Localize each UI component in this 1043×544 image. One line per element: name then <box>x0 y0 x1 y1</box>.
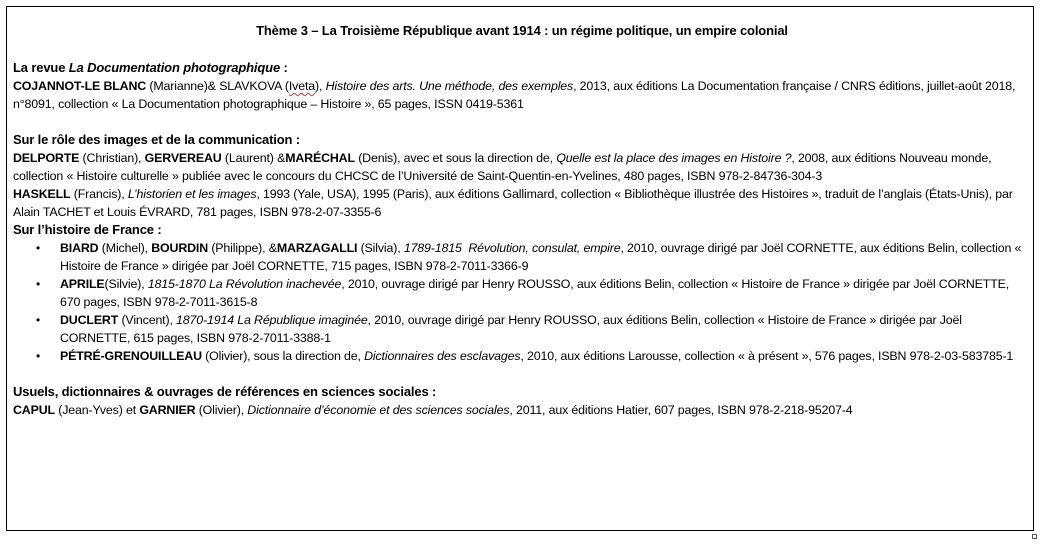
author-firstname: (Christian), <box>79 151 145 165</box>
section-heading-usuels: Usuels, dictionnaires & ouvrages de références en sciences sociales : <box>13 384 437 399</box>
heading-journal-title: La Documentation photographique <box>68 60 281 75</box>
author-firstname: (Silvie), <box>104 277 148 291</box>
author-surname: APRILE <box>60 277 105 291</box>
bibliography-entry <box>13 401 1031 419</box>
author-firstname: (Laurent) & <box>221 151 286 165</box>
list-item <box>36 347 1031 365</box>
section-heading-images: Sur le rôle des images et de la communication : <box>13 132 300 147</box>
publication-details: , 2011, aux éditions Hatier, 607 pages, ISBN 978-2-218-95207-4 <box>509 403 853 417</box>
section-heading-revue <box>13 59 1031 77</box>
author-firstname: (Philippe), & <box>208 241 277 255</box>
document-body <box>13 22 1031 419</box>
author-firstname: (Francis), <box>70 187 128 201</box>
book-title: 1789-1815 Révolution, consulat, empire <box>403 241 621 255</box>
author-surname: DUCLERT <box>60 313 119 327</box>
document-title: Thème 3 – La Troisième République avant 1914 : un régime politique, un empire colonial <box>256 23 788 38</box>
and-symbol: & <box>207 79 220 93</box>
author-firstname-close: ), <box>315 79 326 93</box>
author-firstname: (Michel), <box>98 241 152 255</box>
publication-details: , 2010, aux éditions Larousse, collection « à présent », 576 pages, ISBN 978-2-03-583785-1 <box>520 349 1014 363</box>
list-item <box>36 239 1031 275</box>
bullet-icon: • <box>36 277 41 291</box>
author-firstname: (Vincent), <box>118 313 177 327</box>
author-firstname: (Olivier), <box>195 403 248 417</box>
bibliography-entry <box>13 185 1031 221</box>
section-heading-france: Sur l’histoire de France : <box>13 222 162 237</box>
bullet-icon: • <box>36 241 41 255</box>
resize-handle[interactable] <box>1032 534 1037 539</box>
book-title: Histoire des arts. Une méthode, des exemples <box>325 79 574 93</box>
paragraph-gap <box>13 113 1031 131</box>
author-surname: BIARD <box>60 241 99 255</box>
author-firstname: (Olivier), sous la direction de, <box>201 349 365 363</box>
author-surname: GARNIER <box>139 403 196 417</box>
author-surname: PÉTRÉ-GRENOUILLEAU <box>60 349 202 363</box>
author-surname: BOURDIN <box>151 241 209 255</box>
author-firstname: (Jean-Yves) et <box>54 403 140 417</box>
heading-text: La revue <box>13 60 69 75</box>
bullet-list <box>13 239 1031 365</box>
author-firstname: (Marianne) <box>146 79 208 93</box>
author-firstname: (Denis), avec et sous la direction de, <box>354 151 557 165</box>
bullet-icon: • <box>36 349 41 363</box>
list-item <box>36 275 1031 311</box>
author-firstname: (Silvia), <box>357 241 404 255</box>
author-surname: MARZAGALLI <box>276 241 358 255</box>
book-title: Dictionnaires des esclavages <box>364 349 521 363</box>
bullet-icon: • <box>36 313 41 327</box>
author-surname: COJANNOT-LE BLANC <box>13 79 147 93</box>
book-title: L’historien et les images <box>127 187 257 201</box>
author-surname: MARÉCHAL <box>285 151 355 165</box>
heading-colon: : <box>280 60 288 75</box>
publication-details: , 2010, ouvrage dirigé par Henry ROUSSO, aux éditions Belin, collection « Histoire de France » dirigée par Joël CORNETTE, 615 pages, ISBN 978-2-7011-3388-1 <box>60 313 962 345</box>
publication-details: , 1993 (Yale, USA), 1995 (Paris), aux éditions Gallimard, collection « Bibliothèque illustrée des Histoires », traduit de l’anglais (États-Unis), par Alain TACHET et Louis ÉVRARD, 781 pages, ISBN 978-2-07-3355-6 <box>13 187 1013 219</box>
book-title: Quelle est la place des images en Histoire ? <box>556 151 792 165</box>
publication-details: , 2010, ouvrage dirigé par Henry ROUSSO, aux éditions Belin, collection « Histoire de France » dirigée par Joël CORNETTE, 670 pages, ISBN 978-2-7011-3615-8 <box>60 277 1010 309</box>
paragraph-gap <box>13 365 1031 383</box>
bibliography-entry <box>13 77 1031 113</box>
bibliography-entry <box>13 149 1031 185</box>
author-surname: CAPUL <box>13 403 55 417</box>
list-item <box>36 311 1031 347</box>
author-surname: GERVEREAU <box>144 151 222 165</box>
publication-details: , 2010, ouvrage dirigé par Joël CORNETTE, aux éditions Belin, collection « Histoire de France » dirigée par Joël CORNETTE, 715 pages, ISBN 978-2-7011-3366-9 <box>60 241 1022 273</box>
book-title: Dictionnaire d’économie et des sciences sociales <box>247 403 510 417</box>
author-surname: HASKELL <box>13 187 71 201</box>
spellcheck-underlined-word[interactable]: Iveta <box>288 79 315 93</box>
publication-details: , 2013, aux éditions La Documentation française / CNRS éditions, juillet-août 2018, n°8091, collection « La Documentation photographique – Histoire », 65 pages, ISSN 0419-5361 <box>13 79 1016 111</box>
book-title: 1870-1914 La République imaginée <box>176 313 368 327</box>
publication-details: , 2008, aux éditions Nouveau monde, collection « Histoire culturelle » publiée avec le concours du CHCSC de l’Université de Saint-Quentin-en-Yvelines, 480 pages, ISBN 978-2-84736-304-3 <box>13 151 992 183</box>
author-surname: DELPORTE <box>13 151 80 165</box>
author-firstname: ( <box>281 79 289 93</box>
book-title: 1815-1870 La Révolution inachevée <box>147 277 342 291</box>
author-surname: SLAVKOVA <box>219 79 282 93</box>
